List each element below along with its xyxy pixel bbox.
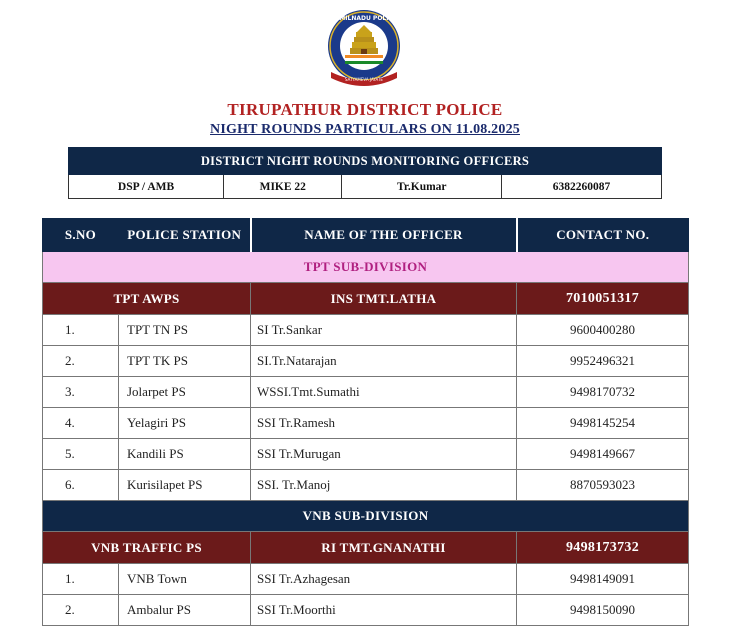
header-sno: S.NO <box>43 219 119 252</box>
row-station: Jolarpet PS <box>119 377 251 408</box>
header-officer-name: NAME OF THE OFFICER <box>251 219 517 252</box>
row-sno: 3. <box>43 377 119 408</box>
header-contact-no: CONTACT NO. <box>517 219 689 252</box>
row-sno: 6. <box>43 470 119 501</box>
row-officer: SSI Tr.Ramesh <box>251 408 517 439</box>
unit-officer: INS TMT.LATHA <box>251 283 517 315</box>
row-sno: 5. <box>43 439 119 470</box>
table-header-row <box>43 219 689 252</box>
table-row <box>43 470 689 501</box>
row-sno: 2. <box>43 595 119 626</box>
row-phone: 8870593023 <box>517 470 689 501</box>
row-phone: 9498150090 <box>517 595 689 626</box>
unit-station: VNB TRAFFIC PS <box>43 532 251 564</box>
monitoring-officers-table <box>68 147 662 199</box>
row-phone: 9498145254 <box>517 408 689 439</box>
row-station: Yelagiri PS <box>119 408 251 439</box>
row-phone: 9498149667 <box>517 439 689 470</box>
unit-station: TPT AWPS <box>43 283 251 315</box>
row-sno: 4. <box>43 408 119 439</box>
division-name: TPT SUB-DIVISION <box>43 252 689 283</box>
row-station: Ambalur PS <box>119 595 251 626</box>
monitoring-callsign: MIKE 22 <box>224 175 342 199</box>
row-sno: 1. <box>43 315 119 346</box>
unit-row-tpt <box>43 283 689 315</box>
division-name: VNB SUB-DIVISION <box>43 501 689 532</box>
table-row <box>43 315 689 346</box>
row-phone: 9952496321 <box>517 346 689 377</box>
row-phone: 9498170732 <box>517 377 689 408</box>
division-row-vnb <box>43 501 689 532</box>
unit-phone: 7010051317 <box>517 283 689 315</box>
row-officer: SI Tr.Sankar <box>251 315 517 346</box>
row-phone: 9498149091 <box>517 564 689 595</box>
row-station: Kurisilapet PS <box>119 470 251 501</box>
page-title: TIRUPATHUR DISTRICT POLICE <box>227 100 503 119</box>
table-row <box>43 595 689 626</box>
row-sno: 1. <box>43 564 119 595</box>
row-officer: SSI Tr.Moorthi <box>251 595 517 626</box>
row-sno: 2. <box>43 346 119 377</box>
row-phone: 9600400280 <box>517 315 689 346</box>
police-emblem-logo <box>325 8 403 90</box>
row-station: VNB Town <box>119 564 251 595</box>
monitoring-phone: 6382260087 <box>502 175 662 199</box>
row-officer: WSSI.Tmt.Sumathi <box>251 377 517 408</box>
page-subtitle: NIGHT ROUNDS PARTICULARS ON 11.08.2025 <box>210 122 520 137</box>
row-officer: SSI Tr.Murugan <box>251 439 517 470</box>
row-station: Kandili PS <box>119 439 251 470</box>
row-officer: SI.Tr.Natarajan <box>251 346 517 377</box>
unit-officer: RI TMT.GNANATHI <box>251 532 517 564</box>
row-station: TPT TN PS <box>119 315 251 346</box>
header-police-station: POLICE STATION <box>119 219 251 252</box>
table-row <box>43 408 689 439</box>
unit-row-vnb <box>43 532 689 564</box>
table-row <box>43 377 689 408</box>
row-officer: SSI. Tr.Manoj <box>251 470 517 501</box>
unit-phone: 9498173732 <box>517 532 689 564</box>
monitoring-heading: DISTRICT NIGHT ROUNDS MONITORING OFFICERS <box>69 148 662 175</box>
monitoring-name: Tr.Kumar <box>342 175 502 199</box>
row-officer: SSI Tr.Azhagesan <box>251 564 517 595</box>
division-row-tpt <box>43 252 689 283</box>
monitoring-rank: DSP / AMB <box>69 175 224 199</box>
row-station: TPT TK PS <box>119 346 251 377</box>
monitoring-row <box>69 175 662 199</box>
emblem-motto: SATYAMEVA JAYATE <box>345 77 383 82</box>
emblem-arc-text: TAMILNADU POLICE <box>331 15 397 22</box>
table-row <box>43 564 689 595</box>
table-row <box>43 439 689 470</box>
night-rounds-table <box>42 218 689 626</box>
table-row <box>43 346 689 377</box>
